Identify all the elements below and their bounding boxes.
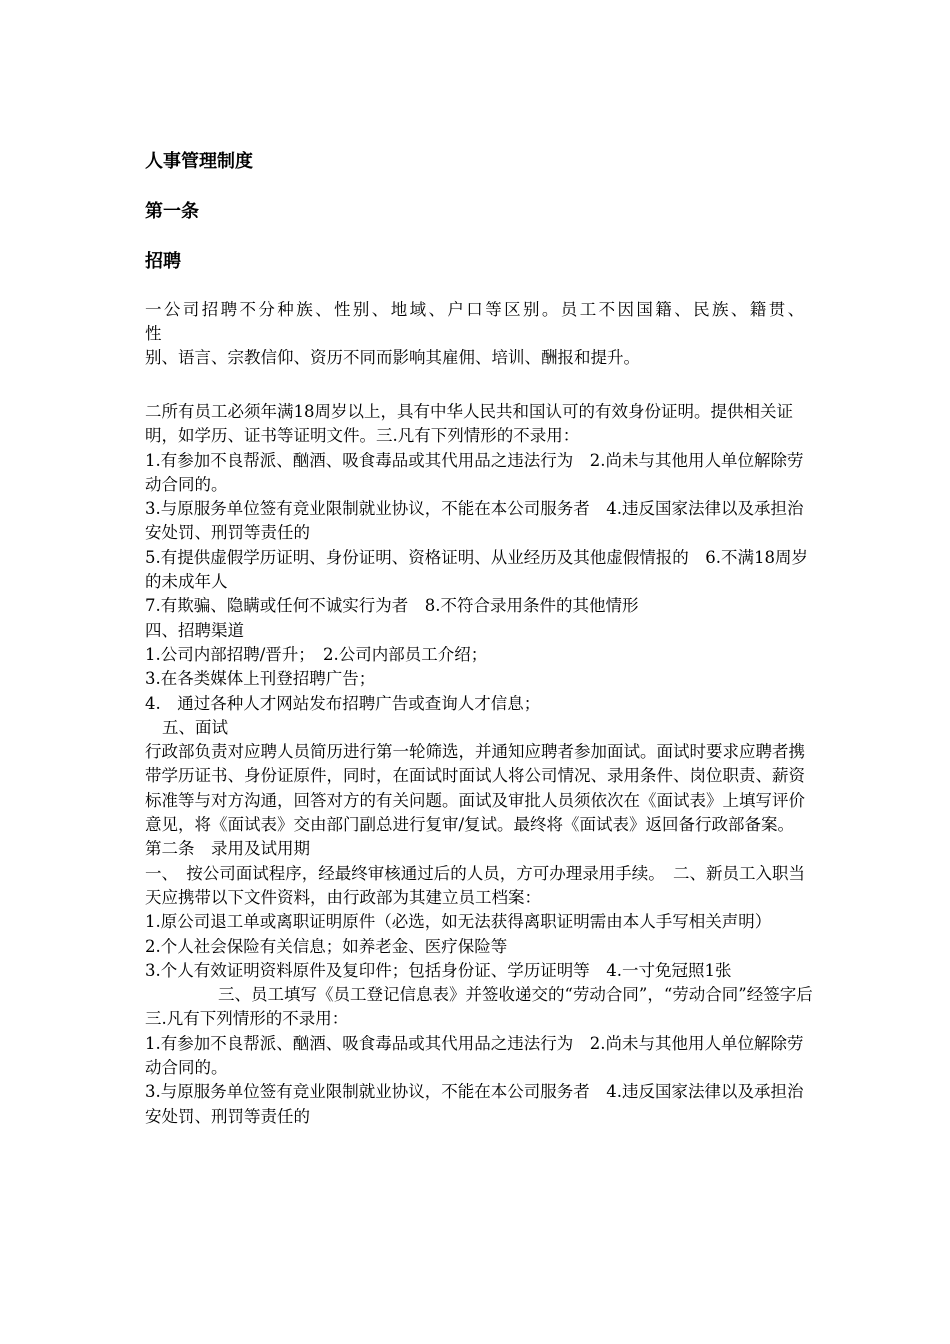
recruitment-heading: 招聘 xyxy=(145,251,181,272)
document-item-3-4: 3.个人有效证明资料原件及复印件；包括身份证、学历证明等 4.一寸免冠照1张 xyxy=(145,960,732,980)
article-one-heading: 第一条 xyxy=(145,201,199,222)
hiring-paragraph: 一、 按公司面试程序，经最终审核通过后的人员，方可办理录用手续。 二、新员工入职当天应携带以下文件资料，由行政部为其建立员工档案： xyxy=(145,863,805,907)
contract-paragraph: 三、员工填写《员工登记信息表》并签收递交的“劳动合同”，“劳动合同”经签字后三.凡有下列情形的不录用： xyxy=(145,985,813,1029)
intro-line-1: 一公司招聘不分种族、性别、地域、户口等区别。员工不因国籍、民族、籍贯、性 xyxy=(145,300,807,343)
exclusion-rule-1-2: 1.有参加不良帮派、酗酒、吸食毒品或其代用品之违法行为 2.尚未与其他用人单位解除劳动合同的。 xyxy=(145,450,804,494)
exclusion-rule-7-8: 7.有欺骗、隐瞒或任何不诚实行为者 8.不符合录用条件的其他情形 xyxy=(145,596,639,616)
intro-paragraph xyxy=(145,298,810,370)
article-two-heading: 第二条 录用及试用期 xyxy=(145,839,310,859)
document-title: 人事管理制度 xyxy=(145,151,253,172)
channel-item-1-2: 1.公司内部招聘/晋升； 2.公司内部员工介绍； xyxy=(145,644,488,664)
interview-heading: 五、面试 xyxy=(162,717,228,737)
intro-line-2: 别、语言、宗教信仰、资历不同而影响其雇佣、培训、酬报和提升。 xyxy=(145,348,640,367)
channel-item-3: 3.在各类媒体上刊登招聘广告； xyxy=(145,669,376,689)
interview-paragraph: 行政部负责对应聘人员简历进行第一轮筛选，并通知应聘者参加面试。面试时要求应聘者携带学历证书、身份证原件，同时，在面试时面试人将公司情况、录用条件、岗位职责、薪资标准等与对方沟通，回答对方的有关问题。面试及审批人员须依次在《面试表》上填写评价意见，将《面试表》交由部门副总进行复审/复试。最终将《面试表》返回备行政部备案。 xyxy=(145,742,805,835)
exclusion-rule-3-4: 3.与原服务单位签有竞业限制就业协议，不能在本公司服务者 4.违反国家法律以及承担治安处罚、刑罚等责任的 xyxy=(145,499,804,543)
document-item-1: 1.原公司退工单或离职证明原件（必选，如无法获得离职证明需由本人手写相关声明） xyxy=(145,912,772,932)
requirements-paragraph: 二所有员工必须年满18周岁以上，具有中华人民共和国认可的有效身份证明。提供相关证明，如学历、证书等证明文件。三.凡有下列情形的不录用： xyxy=(145,402,793,446)
channel-item-4: 4. 通过各种人才网站发布招聘广告或查询人才信息； xyxy=(145,693,541,713)
document-body xyxy=(145,400,815,1129)
exclusion-rule-5-6: 5.有提供虚假学历证明、身份证明、资格证明、从业经历及其他虚假情报的 6.不满18周岁的未成年人 xyxy=(145,547,808,592)
exclusion-rule-3-4-repeat: 3.与原服务单位签有竞业限制就业协议，不能在本公司服务者 4.违反国家法律以及承担治安处罚、刑罚等责任的 xyxy=(145,1082,804,1126)
exclusion-rule-1-2-repeat: 1.有参加不良帮派、酗酒、吸食毒品或其代用品之违法行为 2.尚未与其他用人单位解除劳动合同的。 xyxy=(145,1033,804,1078)
channels-heading: 四、招聘渠道 xyxy=(145,620,244,640)
document-item-2: 2.个人社会保险有关信息；如养老金、医疗保险等 xyxy=(145,936,508,956)
